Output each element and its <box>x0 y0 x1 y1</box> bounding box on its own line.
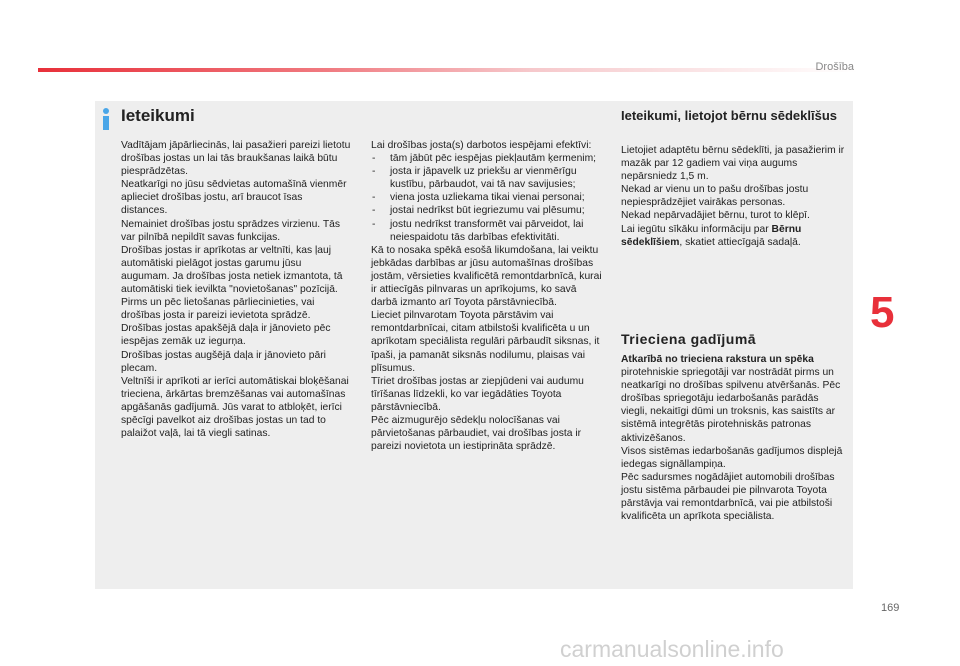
paragraph: Neatkarīgi no jūsu sēdvietas automašīnā vienmēr aplieciet drošības jostu, arī braucot īsas distances. <box>121 179 347 217</box>
page-number: 169 <box>881 602 900 614</box>
list-item: - jostai nedrīkst būt iegriezumu vai plēsumu; <box>372 205 585 217</box>
list-item: - viena josta uzliekama tikai vienai personai; <box>372 192 585 204</box>
section-name: Drošība <box>815 61 854 73</box>
advice-column-2 <box>371 139 604 453</box>
paragraph: Lai iegūtu sīkāku informāciju par Bērnu sēdeklīšiem, skatiet attiecīgajā sadaļā. <box>621 223 802 248</box>
header-accent-bar <box>38 68 858 72</box>
list-intro: Lai drošības josta(s) darbotos iespējami efektīvi: <box>371 140 592 151</box>
paragraph: Pēc sadursmes nogādājiet automobili drošības jostu sistēma pārbaudei pie pilnvarota Toyota pārstāvja vai remontdarbnīcā, vai pie atbilstoši kvalificēta un aprīkota speciālista. <box>621 471 835 523</box>
paragraph: Nemainiet drošības jostu sprādzes virzienu. Tās var pilnībā nepildīt savas funkcijas. <box>121 218 341 243</box>
paragraph: Tīriet drošības jostas ar ziepjūdeni vai audumu tīrīšanas līdzekli, ko var iegādāties Toyota pārstāvniecībā. <box>371 375 584 413</box>
paragraph: Drošības jostas ir aprīkotas ar veltnīti, kas ļauj automātiski pielāgot jostas garumu jūsu augumam. Ja drošības josta netiek izmantota, tā automātiski tiek ievilkta "novietošanas" pozīcijā. <box>121 244 343 296</box>
paragraph: Nekad ar vienu un to pašu drošības jostu nepiesprādzējiet vairākas personas. <box>621 184 809 209</box>
children-column <box>621 144 847 249</box>
paragraph: Vadītājam jāpārliecinās, lai pasažieri pareizi lietotu drošības jostas un lai tās braukšanas laikā būtu piesprādzētas. <box>121 140 351 178</box>
paragraph: Pirms un pēc lietošanas pārliecinieties, vai drošības josta ir pareizi ievietota sprādzē. <box>121 297 315 322</box>
list-item: - josta ir jāpavelk uz priekšu ar vienmērīgu kustību, pārbaudot, vai tā nav savijusies; <box>372 166 577 191</box>
impact-title: Trieciena gadījumā <box>621 331 757 347</box>
list-item: - tām jābūt pēc iespējas piekļautām ķermenim; <box>372 153 597 165</box>
impact-column <box>621 353 847 523</box>
paragraph: Nekad nepārvadājiet bērnu, turot to klēpī. <box>621 210 810 222</box>
list-item: - jostu nedrīkst transformēt vai pārveidot, lai neiespaidotu tās darbības efektivitāti. <box>372 218 584 243</box>
paragraph: Kā to nosaka spēkā esošā likumdošana, lai veiktu jebkādas darbības ar jūsu automašīnas drošības jostām, vērsieties kvalificētā remontdarbnīcā, kurai ir attiecīgās pilnvaras un aprīkojums, ko savā darbā izmanto arī Toyota pārstāvniecībā. <box>371 244 602 309</box>
paragraph: Lieciet pilnvarotam Toyota pārstāvim vai remontdarbnīcai, citam atbilstoši kvalificēta u un aprīkotam speciālista regulāri pārbaudīt siksnas, it īpaši, ja pamanāt siksnās nodilumu, plaisas vai plīsumus. <box>371 310 600 374</box>
advice-column-1 <box>121 139 351 440</box>
info-icon <box>100 106 112 130</box>
paragraph: Drošības jostas augšējā daļa ir jānovieto pāri plecam. <box>121 349 326 374</box>
paragraph: Atkarībā no trieciena rakstura un spēka pirotehniskie spriegotāji var nostrādāt pirms un neatkarīgi no drošības spilvenu atvēršanās. Pēc drošības spriegotāju iedarbošanās parādās viegli, nekaitīgi dūmi un troksnis, kas saistīts ar sistēmā integrētās pirotehniskās patronas aktivizēšanos. <box>621 354 841 444</box>
children-title: Ieteikumi, lietojot bērnu sēdeklīšus <box>621 108 838 123</box>
paragraph: Pēc aizmugurējo sēdekļu nolocīšanas vai pārvietošanas pārbaudiet, vai drošības josta ir pareizi novietota un iestiprināta sprādzē. <box>371 414 582 453</box>
chapter-number: 5 <box>870 288 895 337</box>
paragraph: Visos sistēmas iedarbošanās gadījumos displejā iedegas signāllampiņa. <box>621 445 843 470</box>
watermark: carmanualsonline.info <box>560 636 784 662</box>
reference-link-text: Bērnu sēdeklīšiem <box>621 223 802 248</box>
paragraph: Drošības jostas apakšējā daļa ir jānovieto pēc iespējas zemāk uz iegurņa. <box>121 323 331 348</box>
advice-title: Ieteikumi <box>121 106 195 125</box>
paragraph: Veltnīši ir aprīkoti ar ierīci automātiskai bloķēšanai trieciena, ārkārtas bremzēšanas vai automašīnas apgāšanās gadījumā. Jūs varat to atbloķēt, ierīci spēcīgi pavelkot aiz drošības jostas un tad to palaižot vaļā, lai tā viegli satinas. <box>121 375 349 440</box>
paragraph: Lietojiet adaptētu bērnu sēdeklīti, ja pasažierim ir mazāk par 12 gadiem vai viņa augums nepārsniedz 1,5 m. <box>621 145 845 183</box>
